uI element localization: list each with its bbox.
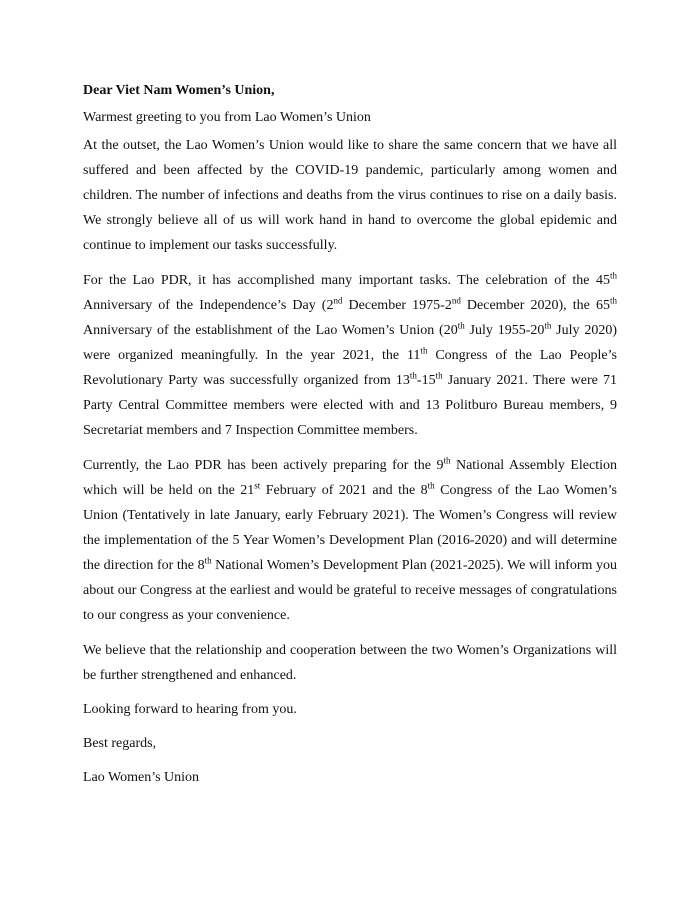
ordinal-suffix: th — [457, 320, 465, 331]
text-run: -15 — [416, 373, 436, 388]
ordinal-suffix: nd — [451, 295, 461, 306]
paragraph-relationship — [83, 638, 617, 688]
ordinal-suffix: th — [420, 345, 428, 356]
text-run: July 1955-20 — [464, 323, 545, 338]
ordinal-suffix: th — [409, 370, 417, 381]
text-run: January 2021. There were 71 Party Central Committee members were elected with and 13 Politburo Bureau members, 9 Secretariat members and 7 Inspection Committee members. — [83, 373, 617, 438]
ordinal-suffix: th — [609, 270, 617, 281]
paragraph-covid — [83, 133, 617, 258]
text-run: July 2020) were organized meaningfully. In the year 2021, the 11 — [83, 323, 617, 363]
text-run: National Assembly Election which will be held on the 21 — [83, 458, 617, 498]
paragraph-covid-text: At the outset, the Lao Women’s Union would like to share the same concern that we have all suffered and been affected by the COVID-19 pandemic, particularly among women and children. The number of infections and deaths from the virus continues to rise on a daily basis. We strongly believe all of us will work hand in hand to overcome the global epidemic and continue to implement our tasks successfully. — [83, 138, 617, 253]
text-run: December 2020), the 65 — [460, 298, 610, 313]
text-run: Congress of the Lao Women’s Union (Tentatively in late January, early February 2021). The Women’s Congress will review the implementation of the 5 Year Women’s Development Plan (2016-2020) and will determine the direction for the 8 — [83, 483, 617, 573]
text-run: Anniversary of the establishment of the Lao Women’s Union (20 — [83, 323, 458, 338]
ordinal-suffix: th — [443, 455, 451, 466]
text-run: Anniversary of the Independence’s Day (2 — [83, 298, 334, 313]
paragraph-lao-pdr-tasks — [83, 268, 617, 443]
signature: Lao Women’s Union — [83, 770, 200, 785]
salutation: Dear Viet Nam Women’s Union, — [83, 83, 275, 98]
ordinal-suffix: th — [435, 370, 443, 381]
closing-line: Looking forward to hearing from you. — [83, 702, 297, 717]
ordinal-suffix: st — [254, 480, 261, 491]
ordinal-suffix: th — [609, 295, 617, 306]
text-run: Currently, the Lao PDR has been actively preparing for the 9 — [83, 458, 444, 473]
greeting-line: Warmest greeting to you from Lao Women’s Union — [83, 110, 371, 125]
paragraph-relationship-text: We believe that the relationship and cooperation between the two Women’s Organizations will be further strengthened and enhanced. — [83, 643, 617, 683]
ordinal-suffix: nd — [333, 295, 343, 306]
text-run: For the Lao PDR, it has accomplished many important tasks. The celebration of the 45 — [83, 273, 610, 288]
text-run: National Women’s Development Plan (2021-2025). We will inform you about our Congress at the earliest and would be grateful to receive messages of congratulations to our congress as your convenience. — [83, 558, 617, 623]
ordinal-suffix: th — [427, 480, 435, 491]
ordinal-suffix: th — [544, 320, 552, 331]
paragraph-elections — [83, 453, 617, 628]
letter-body — [83, 82, 617, 803]
ordinal-suffix: th — [204, 555, 212, 566]
text-run: December 1975-2 — [342, 298, 452, 313]
text-run: Congress of the Lao People’s Revolutionary Party was successfully organized from 13 — [83, 348, 617, 388]
sign-off: Best regards, — [83, 736, 157, 751]
text-run: February of 2021 and the 8 — [260, 483, 428, 498]
